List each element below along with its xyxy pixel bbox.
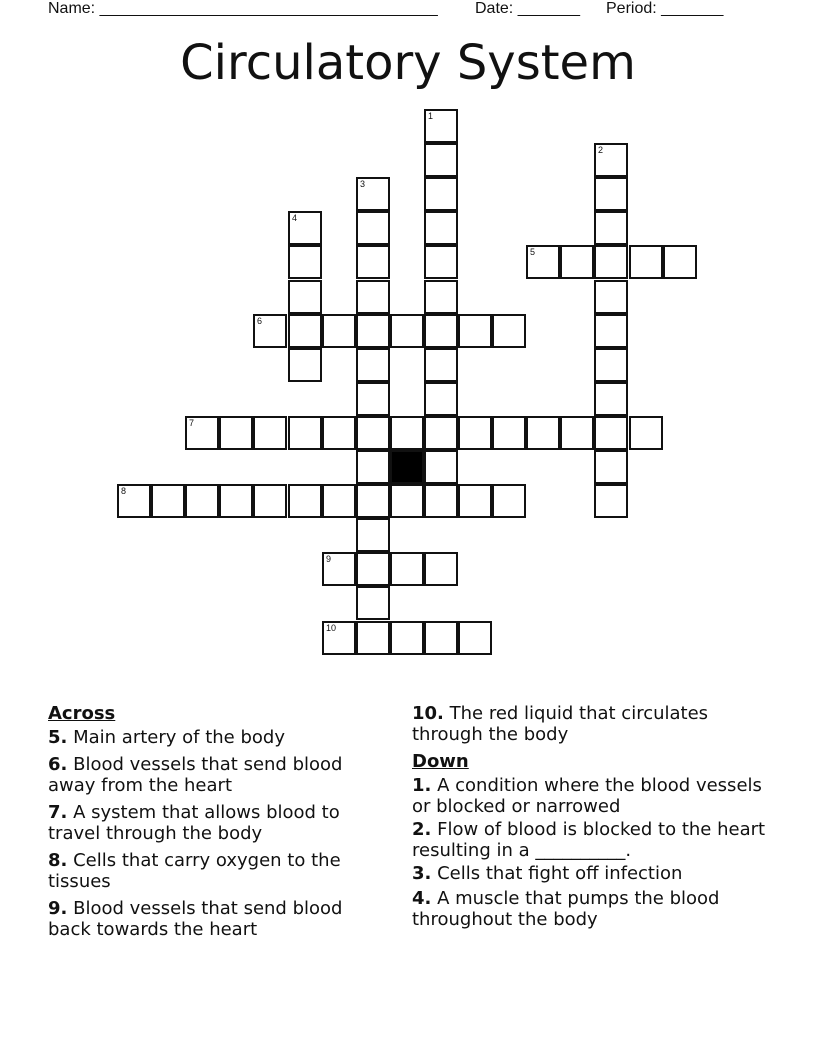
grid-cell[interactable] [253,314,287,348]
grid-cell[interactable] [390,314,424,348]
grid-cell[interactable] [356,416,390,450]
clue-number: 10. [412,703,444,724]
grid-cell[interactable] [356,348,390,382]
clue-across-9 [48,898,388,940]
grid-cell[interactable] [356,552,390,586]
grid-cell[interactable] [458,416,492,450]
clue-down-4 [412,888,772,930]
grid-cell[interactable] [390,484,424,518]
clue-number: 8. [48,850,68,871]
grid-cell[interactable] [390,416,424,450]
grid-cell[interactable] [322,621,356,655]
grid-cell[interactable] [151,484,185,518]
grid-cell[interactable] [424,143,458,177]
grid-cell[interactable] [594,211,628,245]
grid-cell[interactable] [288,484,322,518]
grid-cell[interactable] [594,450,628,484]
cell-number: 2 [598,145,604,155]
cell-number: 6 [257,316,263,326]
grid-cell[interactable] [356,211,390,245]
grid-cell[interactable] [356,586,390,620]
clue-number: 1. [412,775,432,796]
clue-number: 5. [48,727,68,748]
grid-cell[interactable] [356,484,390,518]
grid-cell[interactable] [356,382,390,416]
grid-cell[interactable] [356,621,390,655]
grid-cell[interactable] [424,621,458,655]
grid-cell[interactable] [288,280,322,314]
grid-cell[interactable] [492,416,526,450]
clue-text: Blood vessels that send blood away from the heart [48,754,343,796]
page-title: Circulatory System [180,35,636,91]
grid-cell[interactable] [629,416,663,450]
grid-cell[interactable] [424,484,458,518]
grid-cell[interactable] [356,450,390,484]
clue-across-8 [48,850,388,892]
clue-text: A condition where the blood vessels or blocked or narrowed [412,775,762,817]
clue-number: 3. [412,863,432,884]
grid-cell[interactable] [356,518,390,552]
across-heading: Across [48,703,116,724]
grid-cell[interactable] [424,177,458,211]
grid-cell[interactable] [288,245,322,279]
clue-across-6 [48,754,388,796]
grid-cell[interactable] [458,484,492,518]
grid-cell[interactable] [356,177,390,211]
grid-cell[interactable] [458,621,492,655]
grid-cell[interactable] [526,245,560,279]
clue-text: Main artery of the body [73,727,285,748]
clue-text: A muscle that pumps the blood throughout the body [412,888,720,930]
grid-cell[interactable] [594,280,628,314]
name-field-label[interactable]: Name: ______________________________________ [48,0,438,17]
clue-number: 6. [48,754,68,775]
grid-cell[interactable] [594,484,628,518]
clue-number: 4. [412,888,432,909]
clues-left-column [48,701,388,946]
grid-cell[interactable] [594,416,628,450]
grid-cell[interactable] [117,484,151,518]
cell-number: 5 [530,247,536,257]
grid-cell[interactable] [560,245,594,279]
grid-cell[interactable] [322,314,356,348]
grid-cell[interactable] [288,211,322,245]
grid-cell[interactable] [219,416,253,450]
down-heading: Down [412,751,469,772]
clue-down-1 [412,775,772,817]
grid-cell[interactable] [424,280,458,314]
clue-across-7 [48,802,388,844]
grid-cell[interactable] [424,109,458,143]
grid-cell[interactable] [356,245,390,279]
clue-text: Cells that fight off infection [437,863,683,884]
grid-cell[interactable] [492,484,526,518]
cell-number: 1 [428,111,434,121]
grid-cell[interactable] [526,416,560,450]
grid-cell[interactable] [424,245,458,279]
cell-number: 4 [292,213,298,223]
grid-cell[interactable] [322,552,356,586]
grid-cell[interactable] [322,416,356,450]
clue-text: Flow of blood is blocked to the heart resulting in a __________. [412,819,766,861]
grid-cell[interactable] [288,314,322,348]
grid-cell[interactable] [424,552,458,586]
grid-cell[interactable] [185,416,219,450]
grid-cell[interactable] [594,143,628,177]
clue-number: 7. [48,802,68,823]
cell-number: 8 [121,486,127,496]
cell-number: 3 [360,179,366,189]
grid-cell[interactable] [390,552,424,586]
grid-cell[interactable] [288,348,322,382]
clue-number: 2. [412,819,432,840]
cell-number: 7 [189,418,195,428]
date-field-label[interactable]: Date: _______ [475,0,580,17]
grid-cell[interactable] [253,484,287,518]
grid-cell[interactable] [594,245,628,279]
cell-number: 10 [326,623,337,633]
grid-cell[interactable] [424,348,458,382]
clue-text: Blood vessels that send blood back towards the heart [48,898,343,940]
clue-down-3 [412,863,772,884]
grid-cell[interactable] [629,245,663,279]
grid-cell[interactable] [458,314,492,348]
grid-cell[interactable] [356,280,390,314]
clue-text: Cells that carry oxygen to the tissues [48,850,341,892]
clue-across-5 [48,727,388,748]
grid-cell[interactable] [253,416,287,450]
grid-cell[interactable] [594,348,628,382]
grid-cell[interactable] [492,314,526,348]
clue-across-10 [412,703,772,745]
grid-cell[interactable] [594,382,628,416]
clue-text: A system that allows blood to travel through the body [48,802,340,844]
shaded-cell [390,450,424,484]
grid-cell[interactable] [356,314,390,348]
clue-text: The red liquid that circulates through the body [412,703,709,745]
grid-cell[interactable] [390,621,424,655]
grid-cell[interactable] [594,314,628,348]
grid-cell[interactable] [424,450,458,484]
clue-down-2 [412,819,772,861]
grid-cell[interactable] [185,484,219,518]
grid-cell[interactable] [424,416,458,450]
period-field-label[interactable]: Period: _______ [606,0,724,17]
clue-number: 9. [48,898,68,919]
grid-cell[interactable] [424,382,458,416]
clues-right-column [412,701,772,936]
grid-cell[interactable] [663,245,697,279]
grid-cell[interactable] [288,416,322,450]
grid-cell[interactable] [424,314,458,348]
grid-cell[interactable] [424,211,458,245]
grid-cell[interactable] [560,416,594,450]
cell-number: 9 [326,554,332,564]
grid-cell[interactable] [219,484,253,518]
grid-cell[interactable] [322,484,356,518]
grid-cell[interactable] [594,177,628,211]
